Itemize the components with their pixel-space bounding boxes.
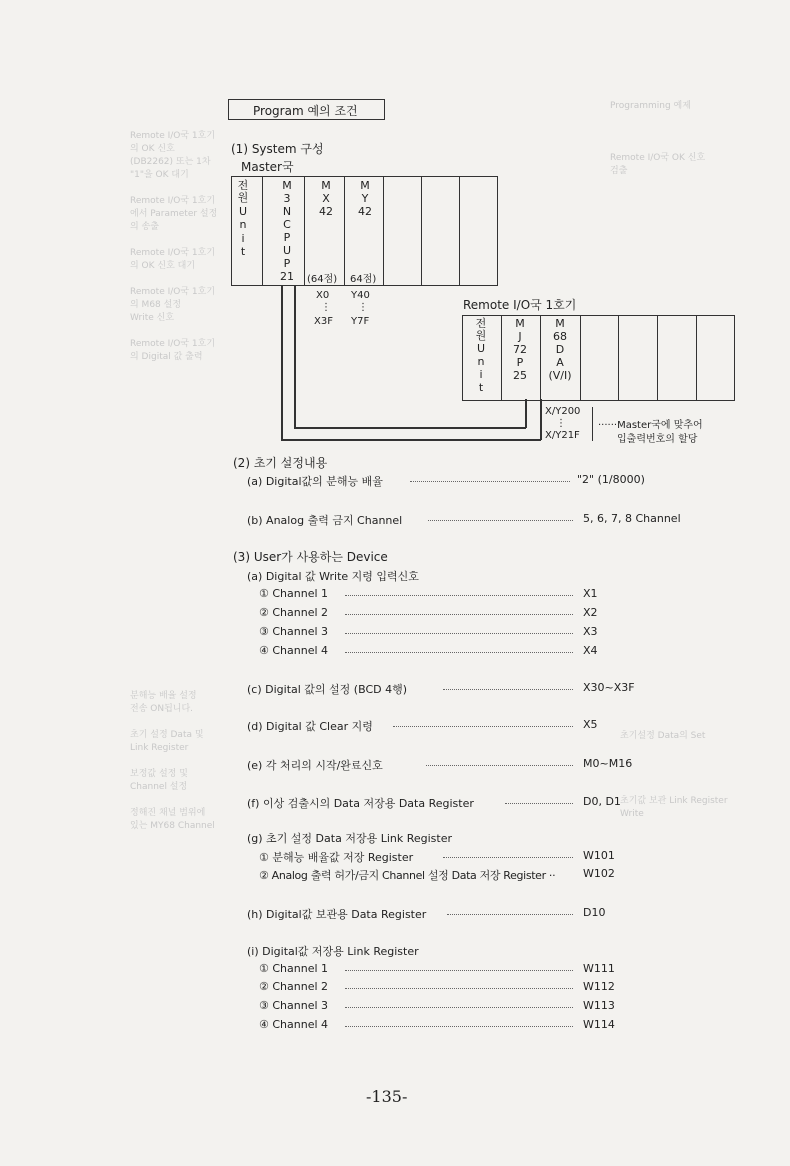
write-ch2-value: X2	[583, 606, 598, 619]
x-range-start: X0	[316, 290, 330, 301]
start-complete-label: (e) 각 처리의 시작/완료신호	[247, 759, 383, 772]
page-title: Program 예의 조건	[253, 104, 358, 118]
link-ch4-value: W114	[583, 1018, 615, 1031]
leader-line	[426, 765, 573, 766]
show-through-right: Programming 예제 Remote I/O국 OK 신호 검출	[610, 101, 706, 176]
analog-disable-value: 5, 6, 7, 8 Channel	[583, 512, 681, 525]
section-2-heading: (2) 초기 설정내용	[233, 456, 328, 470]
leader-line	[345, 988, 573, 989]
analog-disable-label: (b) Analog 출력 금지 Channel	[247, 514, 403, 527]
section-3-heading: (3) User가 사용하는 Device	[233, 550, 388, 564]
link-ch3-label: ③ Channel 3	[259, 999, 329, 1012]
bracket-right	[592, 407, 593, 441]
digital-setting-value: X30~X3F	[583, 681, 635, 694]
remote-rack	[462, 315, 735, 401]
title-box	[228, 99, 385, 120]
y-range-start: Y40	[351, 290, 370, 301]
link-line-bottom-inner	[294, 427, 526, 429]
write-ch2-label: ② Channel 2	[259, 606, 329, 619]
resolution-value: "2" (1/8000)	[577, 473, 645, 486]
clear-command-value: X5	[583, 718, 598, 731]
write-ch3-label: ③ Channel 3	[259, 625, 329, 638]
leader-line	[505, 803, 573, 804]
remote-xy-end: X/Y21F	[545, 430, 580, 441]
leader-line	[345, 595, 573, 596]
leader-line	[443, 689, 573, 690]
my-points: 64점)	[350, 274, 377, 285]
page-number: -135-	[366, 1087, 408, 1106]
resolution-register-label: ① 분해능 배율값 저장 Register	[259, 851, 414, 864]
channel-enable-register-value: W102	[583, 867, 615, 880]
leader-line	[345, 633, 573, 634]
leader-line	[410, 481, 570, 482]
link-ch1-label: ① Channel 1	[259, 962, 329, 975]
remote-xy-dots: ⋮	[556, 418, 566, 429]
y-range-end: Y7F	[351, 316, 370, 327]
resolution-register-value: W101	[583, 849, 615, 862]
y-range-dots: ⋮	[358, 302, 368, 313]
start-complete-value: M0~M16	[583, 757, 633, 770]
master-station-label: Master국	[241, 160, 294, 174]
mx-points: (64점)	[307, 274, 338, 285]
remote-station-label: Remote I/O국 1호기	[463, 298, 577, 312]
digital-link-register-label: (i) Digital값 저장용 Link Register	[247, 945, 419, 958]
error-register-label: (f) 이상 검출시의 Data 저장용 Data Register	[247, 797, 474, 810]
link-ch2-label: ② Channel 2	[259, 980, 329, 993]
remote-note-line1: ······Master국에 맞추어	[598, 420, 703, 431]
write-ch1-label: ① Channel 1	[259, 587, 329, 600]
link-line-bottom-outer	[281, 439, 541, 441]
leader-line	[447, 914, 573, 915]
link-ch2-value: W112	[583, 980, 615, 993]
leader-line	[345, 970, 573, 971]
leader-line	[345, 1007, 573, 1008]
link-line-vertical-outer	[281, 285, 283, 440]
leader-line	[428, 520, 573, 521]
init-register-label: (g) 초기 설정 Data 저장용 Link Register	[247, 832, 453, 845]
leader-line	[345, 652, 573, 653]
section-1-heading: (1) System 구성	[231, 142, 324, 156]
link-line-vertical-right-inner	[525, 399, 527, 428]
resolution-label: (a) Digital값의 분해능 배율	[247, 475, 383, 488]
clear-command-label: (d) Digital 값 Clear 지령	[247, 720, 373, 733]
document-page: Remote I/O국 1호기 의 OK 신호 (DB2262) 또는 1차 "1"을 OK 대기 Remote I/O국 1호기 에서 Parameter 설정 의 송출 Remote I/O국 1호기 의 OK 신호 대기 Remote I/O국 1호기 의 M68 설정 Write 신호 Remote I/O국 1호기 의 Digital 값 출력 Programming 예제 Remote I/O국 OK 신호 검출 분해능 배율 설정 전송 ON됩니다. 초기 설정 Data 및 Link Register 보정값 설정 및 Channel 설정 정해진 채널 범위에 있는 MY68 Channel 초기설정 Data의 Set 초기값 보관 Link Register Write Program 예의 조건 (1) System 구성 Master국 전 원 U n i t M 3 N C P U P 21 M X 42 M Y 42 (64점) 64점) X0 ⋮ X3F Y40 ⋮ Y7F Remote I/O국 1호기 전 원 U n i t M J 72 P 25 M 68 D A (V/I) X/Y200 ⋮ X/Y21F ······Master국에 맞추어 입출력번호의 할당 (2) 초기 설정내용 (a) Digital값의 분해능 배율 "2" (1/8000) (b) Analog 출력 금지 Channel 5, 6, 7, 8 Channel (3) User가 사용하는 Device (a) Digital 값 Write 지령 입력신호 ① Channel 1 X1 ② Channel 2 X2 ③ Channel 3 X3 ④ Channel 4 X4 (c) Digital 값의 설정 (BCD 4행) X30~X3F (d) Digital 값 Clear 지령 X5 (e) 각 처리의 시작/완료신호 M0~M16 (f) 이상 검출시의 Data 저장용 Data Register D0, D1 (g) 초기 설정 Data 저장용 Link Register ① 분해능 배율값 저장 Register W101 ② Analog 출력 허가/금지 Channel 설정 Data 저장 Register ·· W102 (h) Digital값 보관용 Data Register D10 (i) Digital값 저장용 Link Register ① Channel 1 W111 ② Channel 2 W112 ③ Channel 3 W113 ④ Channel 4 W114 -135-	[0, 0, 790, 1166]
show-through-bottom: 분해능 배율 설정 전송 ON됩니다. 초기 설정 Data 및 Link Register 보정값 설정 및 Channel 설정 정해진 채널 범위에 있는 MY68 Channel	[130, 691, 215, 831]
channel-enable-register-label: ② Analog 출력 허가/금지 Channel 설정 Data 저장 Register ··	[259, 869, 556, 882]
remote-note-line2: 입출력번호의 할당	[617, 434, 698, 445]
link-line-vertical-right-outer	[540, 399, 542, 440]
write-ch1-value: X1	[583, 587, 598, 600]
write-command-label: (a) Digital 값 Write 지령 입력신호	[247, 570, 419, 583]
digital-setting-label: (c) Digital 값의 설정 (BCD 4행)	[247, 683, 408, 696]
hold-register-value: D10	[583, 906, 606, 919]
leader-line	[443, 857, 573, 858]
leader-line	[393, 726, 573, 727]
remote-xy-start: X/Y200	[545, 406, 581, 417]
leader-line	[345, 614, 573, 615]
show-through-right2: 초기설정 Data의 Set 초기값 보관 Link Register Write	[620, 731, 728, 819]
link-ch3-value: W113	[583, 999, 615, 1012]
error-register-value: D0, D1	[583, 795, 621, 808]
write-ch4-label: ④ Channel 4	[259, 644, 329, 657]
x-range-end: X3F	[314, 316, 333, 327]
hold-register-label: (h) Digital값 보관용 Data Register	[247, 908, 427, 921]
link-ch1-value: W111	[583, 962, 615, 975]
write-ch3-value: X3	[583, 625, 598, 638]
write-ch4-value: X4	[583, 644, 598, 657]
leader-line	[345, 1026, 573, 1027]
show-through-left: Remote I/O국 1호기 의 OK 신호 (DB2262) 또는 1차 "1"을 OK 대기 Remote I/O국 1호기 에서 Parameter 설정 의 송출 Remote I/O국 1호기 의 OK 신호 대기 Remote I/O국 1호기 의 M68 설정 Write 신호 Remote I/O국 1호기 의 Digital 값 출력	[130, 131, 218, 362]
x-range-dots: ⋮	[321, 302, 331, 313]
link-ch4-label: ④ Channel 4	[259, 1018, 329, 1031]
link-line-vertical-inner	[294, 285, 296, 428]
